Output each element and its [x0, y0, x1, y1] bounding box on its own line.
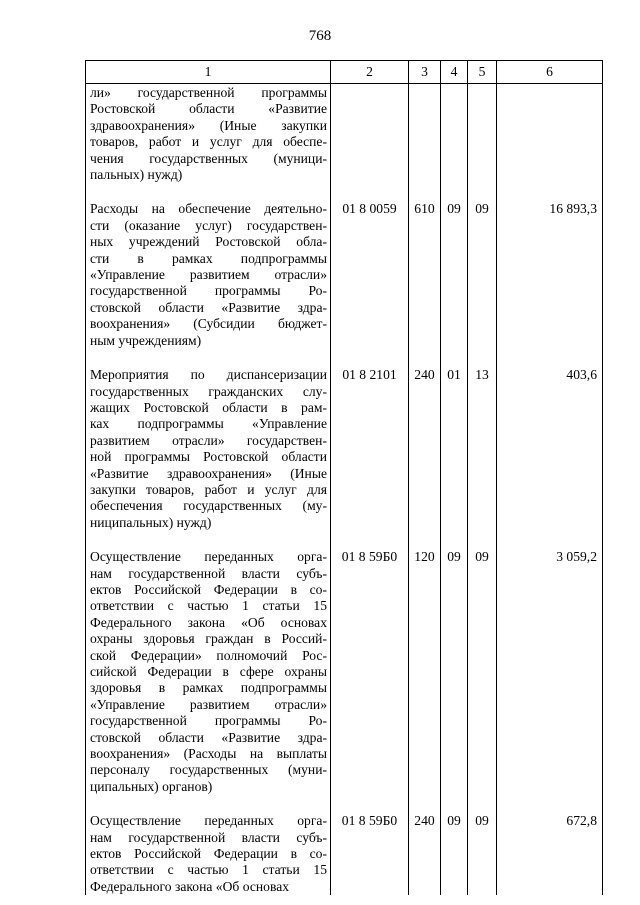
target-article-code: 01 8 59Б0 [331, 548, 409, 795]
spacer-cell [441, 183, 468, 200]
description-line: Мероприятия по диспансеризации [90, 367, 327, 383]
spacer-cell [468, 349, 497, 366]
expense-type-code: 240 [409, 366, 441, 531]
table-body [86, 84, 603, 896]
description-line: Осуществление переданных орга- [90, 549, 327, 565]
spacer-cell [497, 795, 603, 812]
spacer-cell [409, 795, 441, 812]
page-number: 768 [308, 28, 332, 44]
spacer-cell [409, 531, 441, 548]
description-line: ответствии с частью 1 статьи 15 [90, 598, 327, 614]
spacer-cell [497, 183, 603, 200]
spacer-cell [468, 795, 497, 812]
budget-table [85, 60, 603, 895]
description-line: охраны здоровья граждан в Россий- [90, 631, 327, 647]
amount-value: 672,8 [497, 812, 603, 895]
row-spacer [86, 795, 603, 812]
column-header-2: 2 [331, 61, 409, 84]
spacer-cell [441, 795, 468, 812]
row-description [86, 84, 331, 184]
expense-type-code: 120 [409, 548, 441, 795]
description-line: Федерального закона «Об основах [90, 878, 290, 894]
row-spacer [86, 183, 603, 200]
table-row [86, 812, 603, 895]
description-line: жащих Ростовской области в рам- [90, 399, 327, 415]
spacer-cell [331, 183, 409, 200]
row-description [86, 812, 331, 895]
row-spacer [86, 349, 603, 366]
section-code: 09 [441, 812, 468, 895]
description-line: нам государственной власти субъ- [90, 829, 327, 845]
spacer-cell [86, 349, 331, 366]
description-line: ской Федерации» полномочий Рос- [90, 647, 327, 663]
description-line: «Развитие здравоохранения» (Иные [90, 465, 327, 481]
description-line: государственных гражданских слу- [90, 383, 327, 399]
description-line: чения государственных (муници- [90, 150, 327, 166]
spacer-cell [468, 531, 497, 548]
spacer-cell [497, 349, 603, 366]
spacer-cell [331, 795, 409, 812]
description-line: Федерального закона «Об основах [90, 614, 327, 630]
expense-type-code: 610 [409, 200, 441, 349]
subsection-code: 09 [468, 548, 497, 795]
row-description [86, 366, 331, 531]
description-line: нам государственной власти субъ- [90, 565, 327, 581]
description-line: государственной программы Ро- [90, 713, 327, 729]
description-line: ответствии с частью 1 статьи 15 [90, 862, 327, 878]
spacer-cell [468, 183, 497, 200]
description-line: товаров, работ и услуг для обеспе- [90, 134, 327, 150]
spacer-cell [409, 183, 441, 200]
target-article-code: 01 8 2101 [331, 366, 409, 531]
table-row [86, 366, 603, 531]
description-line: ниципальных) нужд) [90, 514, 212, 530]
description-line: здравоохранения» (Иные закупки [90, 117, 327, 133]
description-line: Осуществление переданных орга- [90, 813, 327, 829]
description-line: стовской области «Развитие здра- [90, 729, 327, 745]
section-code: 01 [441, 366, 468, 531]
section-code [441, 84, 468, 184]
description-line: воохранения» (Субсидии бюджет- [90, 316, 327, 332]
column-header-4: 4 [441, 61, 468, 84]
expense-type-code: 240 [409, 812, 441, 895]
description-line: сти в рамках подпрограммы [90, 250, 327, 266]
subsection-code: 13 [468, 366, 497, 531]
column-header-1: 1 [86, 61, 331, 84]
description-line: Ростовской области «Развитие [90, 101, 327, 117]
expense-type-code [409, 84, 441, 184]
description-line: «Управление развитием отрасли» [90, 696, 327, 712]
description-line: ках подпрограммы «Управление [90, 416, 327, 432]
subsection-code [468, 84, 497, 184]
description-line: государственной программы Ро- [90, 283, 327, 299]
amount-value: 16 893,3 [497, 200, 603, 349]
target-article-code [331, 84, 409, 184]
row-description [86, 200, 331, 349]
row-spacer [86, 531, 603, 548]
description-line: здоровья в рамках подпрограммы [90, 680, 327, 696]
table-row [86, 200, 603, 349]
description-line: персоналу государственных (муни- [90, 762, 327, 778]
description-line: пальных) нужд) [90, 167, 183, 183]
description-line: сти (оказание услуг) государствен- [90, 217, 327, 233]
description-line: ным учреждениям) [90, 332, 202, 348]
spacer-cell [409, 349, 441, 366]
section-code: 09 [441, 548, 468, 795]
description-line: закупки товаров, работ и услуг для [90, 481, 327, 497]
target-article-code: 01 8 0059 [331, 200, 409, 349]
spacer-cell [441, 349, 468, 366]
row-description [86, 548, 331, 795]
spacer-cell [86, 183, 331, 200]
table-row [86, 84, 603, 184]
description-line: воохранения» (Расходы на выплаты [90, 746, 327, 762]
section-code: 09 [441, 200, 468, 349]
description-line: ли» государственной программы [90, 85, 327, 100]
description-line: ных учреждений Ростовской обла- [90, 234, 327, 250]
spacer-cell [441, 531, 468, 548]
description-line: обеспечения государственных (му- [90, 498, 327, 514]
description-line: ектов Российской Федерации в со- [90, 581, 327, 597]
description-line: стовской области «Развитие здра- [90, 299, 327, 315]
table-row [86, 548, 603, 795]
spacer-cell [497, 531, 603, 548]
spacer-cell [331, 349, 409, 366]
description-line: ципальных) органов) [90, 778, 213, 794]
description-line: ектов Российской Федерации в со- [90, 846, 327, 862]
subsection-code: 09 [468, 812, 497, 895]
spacer-cell [331, 531, 409, 548]
description-line: развитием отрасли» государствен- [90, 432, 327, 448]
subsection-code: 09 [468, 200, 497, 349]
column-header-3: 3 [409, 61, 441, 84]
amount-value: 403,6 [497, 366, 603, 531]
description-line: «Управление развитием отрасли» [90, 267, 327, 283]
table-header-row [86, 61, 603, 84]
amount-value [497, 84, 603, 184]
amount-value: 3 059,2 [497, 548, 603, 795]
description-line: Расходы на обеспечение деятельно- [90, 201, 327, 217]
column-header-6: 6 [497, 61, 603, 84]
spacer-cell [86, 531, 331, 548]
description-line: ной программы Ростовской области [90, 449, 327, 465]
target-article-code: 01 8 59Б0 [331, 812, 409, 895]
description-line: сийской Федерации в сфере охраны [90, 664, 327, 679]
column-header-5: 5 [468, 61, 497, 84]
spacer-cell [86, 795, 331, 812]
